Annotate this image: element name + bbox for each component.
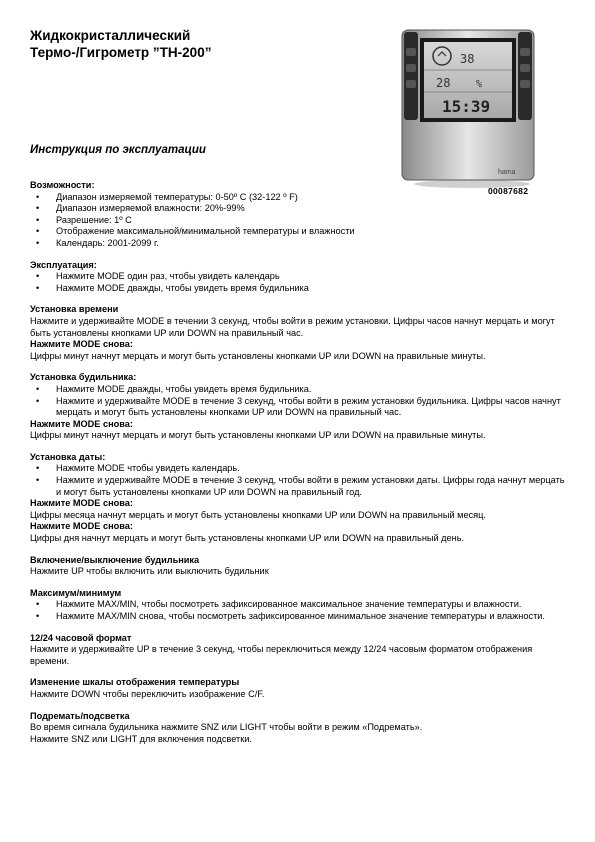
list-item: • Нажмите MAX/MIN, чтобы посмотреть зафиксированное максимальное значение температуры и влажности.	[30, 599, 570, 611]
maxmin-list	[30, 599, 570, 622]
snooze-text-2: Нажмите SNZ или LIGHT для включения подсветки.	[30, 733, 252, 744]
document-title	[30, 27, 211, 61]
date-heading: Установка даты:	[30, 451, 106, 462]
list-item: • Нажмите и удерживайте MODE в течение 3 секунд, чтобы войти в режим установки будильника. Цифры часов начнут мерцать и могут быть установлены кнопками UP или DOWN на правильный час.	[30, 396, 570, 419]
format-heading: 12/24 часовой формат	[30, 632, 132, 643]
features-list	[30, 192, 570, 250]
time-text-2: Цифры минут начнут мерцать и могут быть установлены кнопками UP или DOWN на правильные минуты.	[30, 350, 486, 361]
alarm-toggle-heading: Включение/выключение будильника	[30, 554, 200, 565]
list-item: • Отображение максимальной/минимальной температуры и влажности	[30, 226, 570, 238]
date-subheading-2: Нажмите MODE снова:	[30, 521, 133, 532]
section-operation	[30, 260, 570, 295]
alarm-heading: Установка будильника:	[30, 372, 137, 383]
device-photo	[398, 28, 538, 190]
format-text: Нажмите и удерживайте UP в течение 3 секунд, чтобы переключиться между 12/24 часовым форматом отображения времени.	[30, 644, 533, 666]
maxmin-heading: Максимум/минимум	[30, 587, 122, 598]
instructions-body	[30, 180, 570, 755]
list-item: • Нажмите MODE чтобы увидеть календарь.	[30, 463, 570, 475]
section-snooze	[30, 711, 570, 746]
date-subheading-1: Нажмите MODE снова:	[30, 498, 133, 509]
list-item: • Нажмите MODE один раз, чтобы увидеть календарь	[30, 271, 570, 283]
scale-heading: Изменение шкалы отображения температуры	[30, 677, 240, 688]
time-text: Нажмите и удерживайте MODE в течении 3 секунд, чтобы войти в режим установки. Цифры часов начнут мерцать и могут быть установлены кнопками UP или DOWN на правильный час.	[30, 315, 555, 338]
list-item: • Диапазон измеряемой влажности: 20%-99%	[30, 203, 570, 215]
section-maxmin	[30, 588, 570, 623]
snooze-text-1: Во время сигнала будильника нажмите SNZ или LIGHT чтобы войти в режим «Подремать».	[30, 722, 423, 733]
time-subheading: Нажмите MODE снова:	[30, 339, 133, 350]
svg-text:%: %	[476, 79, 483, 90]
title-line-1: Жидкокристаллический	[30, 28, 191, 43]
list-item: • Нажмите MODE дважды, чтобы увидеть время будильника.	[30, 384, 570, 396]
part-number: 00087682	[488, 186, 529, 196]
lcd-time: 15:39	[442, 97, 491, 116]
list-item: • Нажмите и удерживайте MODE в течение 3 секунд, чтобы войти в режим установки даты. Цифры года начнут мерцать и могут быть установлены кнопками UP или DOWN на правильный год.	[30, 475, 570, 498]
svg-text:38: 38	[460, 52, 475, 66]
operation-heading: Эксплуатация:	[30, 259, 97, 270]
features-heading: Возможности:	[30, 180, 95, 190]
brand-logo: hama	[498, 169, 516, 176]
alarm-text-2: Цифры минут начнут мерцать и могут быть установлены кнопками UP или DOWN на правильные минуты.	[30, 430, 486, 441]
svg-text:28: 28	[436, 76, 451, 90]
document-subtitle: Инструкция по эксплуатации	[30, 144, 206, 156]
snooze-heading: Подремать/подсветка	[30, 710, 130, 721]
date-list	[30, 463, 570, 498]
time-heading: Установка времени	[30, 304, 119, 315]
section-date	[30, 452, 570, 545]
section-alarm	[30, 372, 570, 442]
list-item: • Нажмите MAX/MIN снова, чтобы посмотреть зафиксированное минимальное значение температуры и влажности.	[30, 611, 570, 623]
title-line-2: Термо-/Гигрометр ”TH-200”	[30, 45, 212, 60]
section-time	[30, 304, 570, 362]
scale-text: Нажмите DOWN чтобы переключить изображение C/F.	[30, 688, 265, 699]
list-item: • Нажмите MODE дважды, чтобы увидеть время будильника	[30, 283, 570, 295]
alarm-subheading: Нажмите MODE снова:	[30, 418, 133, 429]
list-item: • Календарь: 2001-2099 г.	[30, 238, 570, 250]
alarm-toggle-text: Нажмите UP чтобы включить или выключить будильник	[30, 566, 269, 577]
list-item: • Диапазон измеряемой температуры: 0-50º C (32-122 º F)	[30, 192, 570, 204]
section-features	[30, 180, 570, 250]
alarm-list	[30, 384, 570, 419]
section-scale	[30, 677, 570, 700]
section-format	[30, 633, 570, 668]
operation-list	[30, 271, 570, 294]
list-item: • Разрешение: 1º C	[30, 215, 570, 227]
date-text-2: Цифры дня начнут мерцать и могут быть установлены кнопками UP или DOWN на правильный день.	[30, 533, 465, 544]
date-text-1: Цифры месяца начнут мерцать и могут быть установлены кнопками UP или DOWN на правильный месяц.	[30, 509, 486, 520]
section-alarm-toggle	[30, 555, 570, 578]
